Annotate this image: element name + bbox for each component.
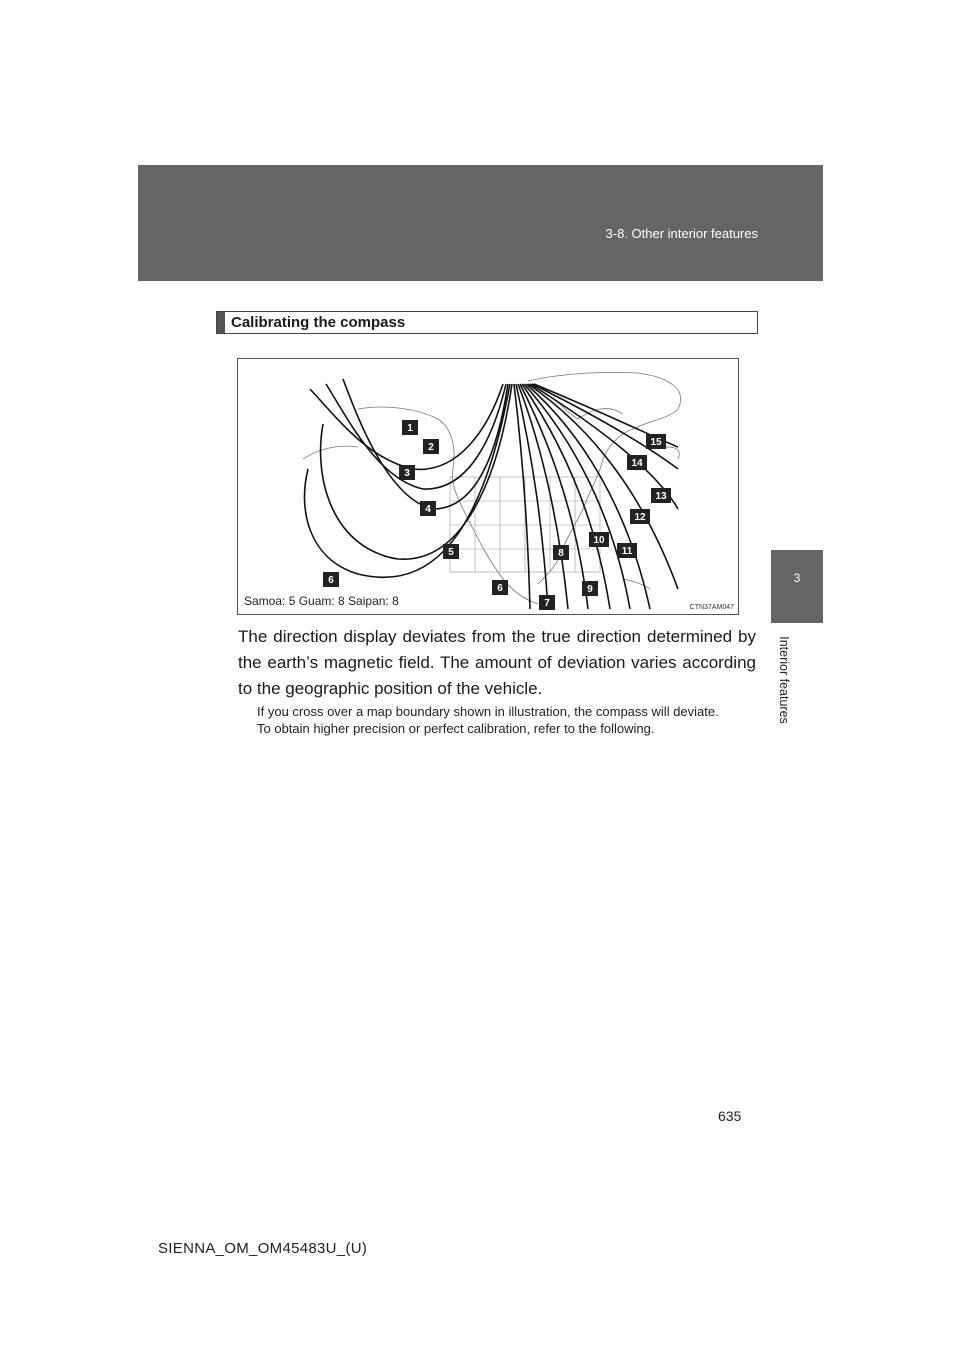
svg-text:6: 6 [497,583,503,594]
note-line-2: To obtain higher precision or perfect calibration, refer to the following. [257,721,655,736]
svg-text:13: 13 [655,491,667,502]
chapter-title: Interior features [777,636,791,724]
heading-accent-bar [217,312,225,333]
svg-text:3: 3 [404,468,410,479]
svg-text:12: 12 [634,512,646,523]
svg-text:1: 1 [407,423,413,434]
header-band [138,165,823,281]
chapter-number: 3 [793,571,801,585]
svg-text:8: 8 [558,548,564,559]
compass-zone-map [237,358,739,615]
svg-text:11: 11 [621,546,633,557]
island-zone-note: Samoa: 5 Guam: 8 Saipan: 8 [244,594,399,608]
section-heading [216,311,758,334]
body-paragraph: The direction display deviates from the true direction determined by the earth’s magnetic field. The amount of deviation varies according to the geographic position of the vehicle. [238,627,756,698]
svg-text:5: 5 [448,547,454,558]
svg-text:6: 6 [328,575,334,586]
svg-text:14: 14 [631,458,643,469]
figure-id: CTN37AM047 [689,604,734,611]
svg-text:2: 2 [428,442,434,453]
note-line-1: If you cross over a map boundary shown in illustration, the compass will deviate. [257,704,719,719]
section-breadcrumb: 3-8. Other interior features [605,226,758,241]
svg-text:4: 4 [425,504,431,515]
svg-text:10: 10 [593,535,605,546]
section-title: Calibrating the compass [231,314,406,331]
note-block [257,703,755,737]
svg-text:15: 15 [650,437,662,448]
zone-map-illustration [238,359,739,615]
document-id: SIENNA_OM_OM45483U_(U) [158,1240,368,1257]
chapter-title-vertical [770,625,798,735]
svg-text:9: 9 [587,584,593,595]
page-number: 635 [718,1108,742,1124]
chapter-tab [771,550,823,623]
svg-text:7: 7 [544,598,550,609]
zone-labels [323,420,671,610]
coastlines [303,372,681,604]
